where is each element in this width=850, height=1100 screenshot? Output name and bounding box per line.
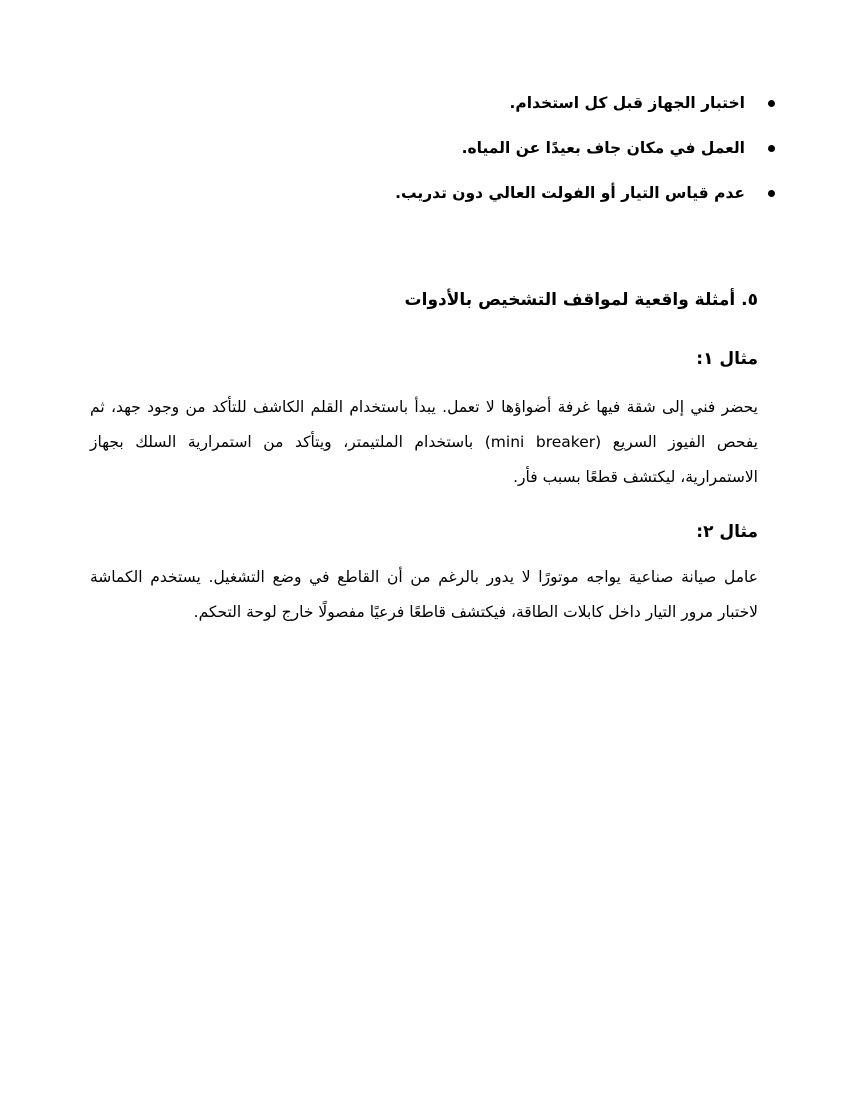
bullet-text: عدم قياس التيار أو الفولت العالي دون تدريب. [395,184,745,202]
example-1-body: يحضر فني إلى شقة فيها غرفة أضواؤها لا تعمل. يبدأ باستخدام القلم الكاشف للتأكد من وجود جهد، ثم يفحص الفيوز السريع (mini breaker) باستخدام الملتيمتر، ويتأكد من استمرارية السلك بجهاز الاستمرارية، ليكتشف قطعًا بسبب فأر. [90,398,758,486]
bullet-item [105,137,745,159]
example-1-title: مثال ١: [696,349,758,369]
bullet-dot-icon [768,100,775,107]
bullet-item [105,182,745,204]
example-2-body: عامل صيانة صناعية يواجه موتورًا لا يدور بالرغم من أن القاطع في وضع التشغيل. يستخدم الكماشة لاختبار مرور التيار داخل كابلات الطاقة، فيكتشف قاطعًا فرعيًا مفصولًا خارج لوحة التحكم. [90,568,758,621]
example-2-title: مثال ٢: [696,522,758,542]
section-heading: ٥. أمثلة واقعية لمواقف التشخيص بالأدوات [404,290,758,310]
bullet-dot-icon [768,145,775,152]
bullet-dot-icon [768,190,775,197]
bullet-text: اختبار الجهاز قبل كل استخدام. [509,94,745,112]
bullet-text: العمل في مكان جاف بعيدًا عن المياه. [461,139,745,157]
safety-bullet-list [105,92,745,227]
bullet-item [105,92,745,114]
